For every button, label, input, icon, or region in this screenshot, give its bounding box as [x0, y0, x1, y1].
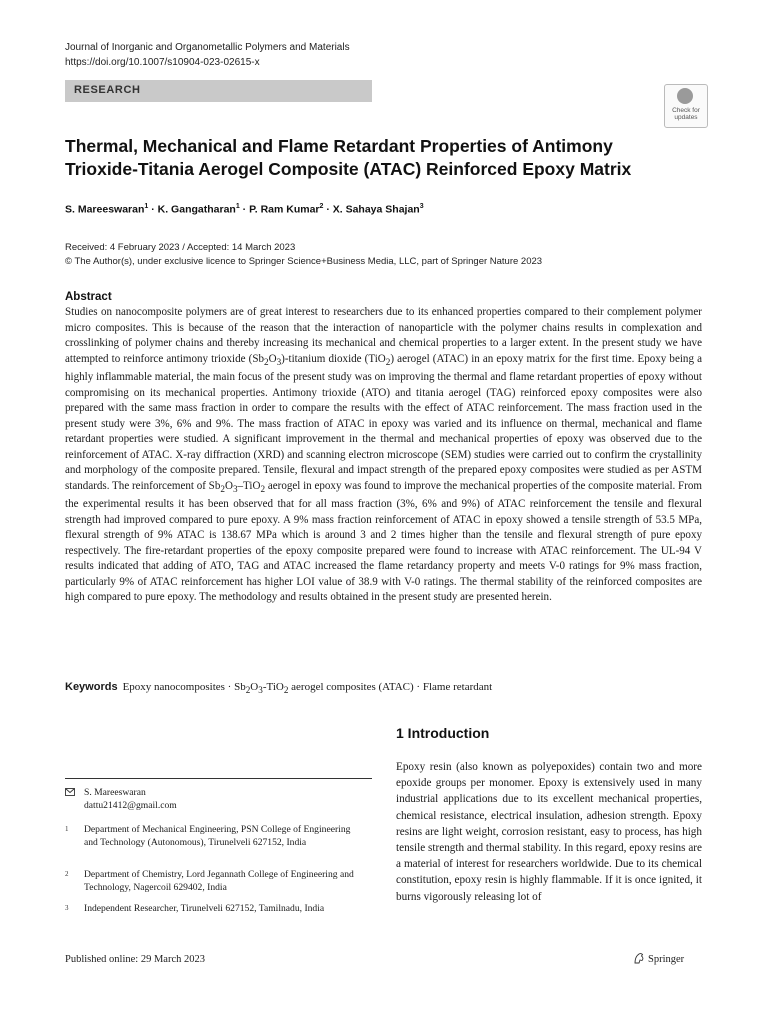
article-title — [65, 135, 685, 181]
introduction-heading: 1 Introduction — [396, 725, 490, 741]
footnote-divider — [65, 778, 372, 779]
publisher-logo — [633, 952, 684, 965]
author-affiliation-mark: 3 — [419, 203, 424, 210]
section-banner — [65, 80, 372, 102]
author-name[interactable]: P. Ram Kumar — [249, 203, 320, 216]
published-online-date: Published online: 29 March 2023 — [65, 954, 205, 965]
author-affiliation-mark: 1 — [144, 203, 149, 210]
envelope-icon — [65, 788, 75, 796]
badge-line-2: updates — [674, 114, 698, 121]
copyright-line: © The Author(s), under exclusive licence to Springer Science+Business Media, LLC, part of Springer Nature 2023 — [65, 256, 543, 267]
affiliation-number: 1 — [65, 825, 69, 833]
article-history — [65, 241, 542, 269]
author-list: S. Mareeswaran$^1$ · K. Gangatharan$^1$ · P. Ram Kumar$^2$ · X. Sahaya Shajan$^3$ — [65, 203, 424, 216]
affiliation-text: Department of Chemistry, Lord Jegannath College of Engineering and Technology, Nagercoil 629402, India — [84, 869, 354, 893]
author-affiliation-mark: 1 — [235, 203, 240, 210]
corresponding-author — [65, 786, 372, 816]
journal-header — [65, 40, 350, 70]
badge-line-1: Check for — [672, 107, 700, 114]
doi-link[interactable]: https://doi.org/10.1007/s10904-023-02615-x — [65, 57, 260, 68]
author-name[interactable]: X. Sahaya Shajan — [332, 203, 420, 216]
title-line-1: Thermal, Mechanical and Flame Retardant Properties of Antimony — [65, 136, 613, 156]
affiliation-number: 2 — [65, 870, 69, 878]
received-accepted-dates: Received: 4 February 2023 / Accepted: 14 March 2023 — [65, 242, 296, 253]
section-label: RESEARCH — [74, 84, 141, 96]
title-line-2: Trioxide-Titania Aerogel Composite (ATAC) Reinforced Epoxy Matrix — [65, 159, 632, 179]
affiliation-text: Independent Researcher, Tirunelveli 627152, Tamilnadu, India — [84, 903, 325, 914]
abstract-heading: Abstract — [65, 291, 112, 303]
introduction-text: Epoxy resin (also known as polyepoxides) contain two and more epoxide groups per monomer. Epoxy is extensively used in many industrial applications due to its excellent mechanical properties, chemical resistance, electrical insulation, adhesion strength. Epoxy resins are light weight, corrosion resistant, easy to process, has high tensile strength and thermal stability. In this regard, epoxy resins are a material of interest for researchers worldwide. Due to its chemical constitution, epoxy resin is highly flammable. If it is once ignited, it burns vigorously releasing lot of — [396, 761, 702, 903]
keywords-label: Keywords — [65, 681, 118, 693]
author-affiliation-mark: 2 — [319, 203, 324, 210]
affiliation-item — [65, 823, 372, 865]
publisher-name: Springer — [648, 954, 685, 965]
author-name[interactable]: S. Mareeswaran — [65, 203, 145, 216]
journal-name: Journal of Inorganic and Organometallic Polymers and Materials — [65, 42, 350, 53]
affiliation-item — [65, 868, 372, 896]
corresponding-author-email[interactable]: dattu21412@gmail.com — [84, 800, 177, 811]
affiliation-number: 3 — [65, 904, 69, 912]
keywords-line: Keywords Epoxy nanocomposites · $Sb_2O_3-TiO_2$ aerogel composites (ATAC) · Flame retardant — [65, 681, 493, 696]
corresponding-author-name: S. Mareeswaran — [84, 787, 146, 798]
author-name[interactable]: K. Gangatharan — [157, 203, 236, 216]
bookmark-icon — [677, 88, 693, 104]
affiliation-text: Department of Mechanical Engineering, PSN College of Engineering and Technology (Autonomous), Tirunelveli 627152, India — [84, 824, 351, 848]
abstract-text: Studies on nanocomposite polymers are of great interest to researchers due to its enhanced properties compared to their complement polymer micro composites. This is because of the reason that the interaction of nanoparticle with the polymer chains results in complexation and crosslinking of polymer chains and thereby increasing its mechanical and chemical properties to a larger extent. In the present study we have attempted to reinforce antimony trioxide $(Sb_2O_3)$-titanium dioxide (TiO$_2$) aerogel (ATAC) in an epoxy matrix for the first time. Epoxy being a highly inflammable material, the main focus of the present study was on improving the thermal and flame retardant properties of epoxy without compromising on its mechanical properties. Antimony trioxide (ATO) and titania aerogel (TAG) reinforced epoxy composites were also prepared with the same mass fraction in order to compare the results with the effect of ATAC reinforcement. The mass fraction used in the present study were 3%, 6% and 9%. The mass fraction of ATAC in epoxy was varied and its influence on thermal, mechanical and flame retardant properties were studied. A significant improvement in the thermal and mechanical properties of epoxy was observed due to the reinforcement of ATAC. X-ray diffraction (XRD) and scanning electron microscope (SEM) studies were carried out to confirm the crystallinity and morphology of the composite prepared. Tensile, flexural and impact strength of the prepared epoxy composites were studied as per ASTM standards. The reinforcement of $Sb_2O_3-TiO_2$ aerogel in epoxy was found to improve the mechanical properties of the composite material. From the experimental results it has been observed that for all mass fraction (3%, 6% and 9%) of ATAC reinforcement the tensile and flexural strength had improved compared to pure epoxy. A 9% mass fraction reinforcement of ATAC in epoxy showed a tensile strength of 53.5 MPa, flexural strength of 9% ATAC is 138.67 MPa which is around 3 and 2 times higher than the tensile and flexural strength of pure epoxy respectively. The fire-retardant properties of the epoxy composite prepared were found to increase with ATAC reinforcement. The UL-94 V results indicated that adding of ATO, TAG and ATAC increased the flame retardancy property and meets V-0 ratings for 9% mass fraction, particularly 9% of ATAC reinforcement has higher LOI value of 38.9 with V-0 ratings. The thermal stability of the reinforced composites are high compared to pure epoxy. The methodology and results obtained in the present study are presented herein. — [65, 306, 702, 604]
affiliation-item — [65, 902, 372, 930]
springer-horse-icon — [633, 952, 645, 964]
check-for-updates-badge[interactable] — [664, 84, 708, 128]
